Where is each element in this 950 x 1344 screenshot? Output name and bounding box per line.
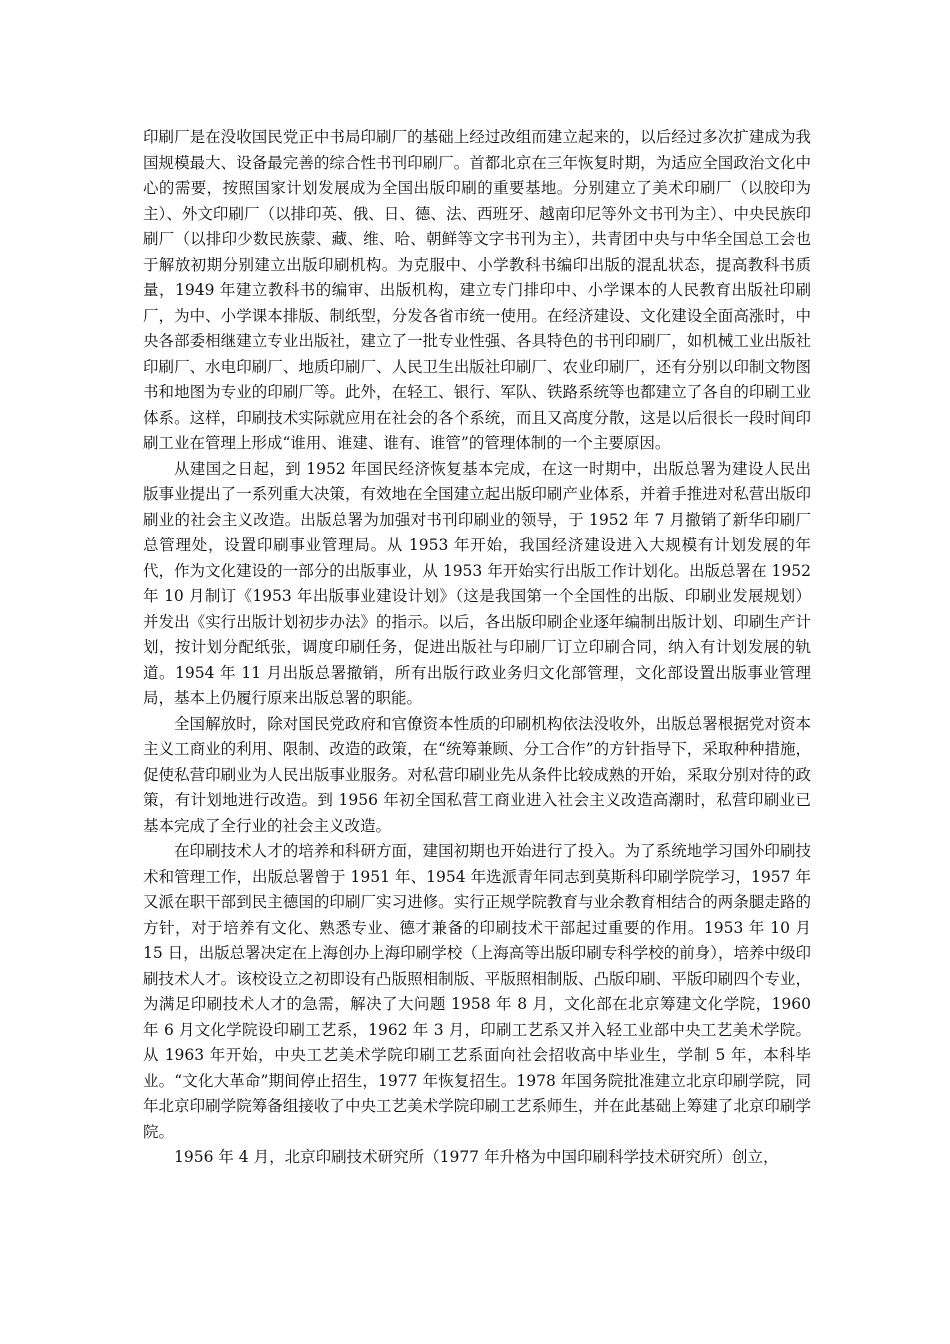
paragraph-printing-plants: 印刷厂是在没收国民党正中书局印刷厂的基础上经过改组而建立起来的，以后经过多次扩建成为我国规模最大、设备最完善的综合性书刊印刷厂。首都北京在三年恢复时期，为适应全国政治文化中心的需要，按照国家计划发展成为全国出版印刷的重要基地。分别建立了美术印刷厂（以胶印为主）、外文印刷厂（以排印英、俄、日、德、法、西班牙、越南印尼等外文书刊为主）、中央民族印刷厂（以排印少数民族蒙、藏、维、哈、朝鲜等文字书刊为主），共青团中央与中华全国总工会也于解放初期分别建立出版印刷机构。为克服中、小学教科书编印出版的混乱状态，提高教科书质量，1949 年建立教科书的编审、出版机构，建立专门排印中、小学课本的人民教育出版社印刷厂，为中、小学课本排版、制纸型，分发各省市统一使用。在经济建设、文化建设全面高涨时，中央各部委相继建立专业出版社，建立了一批专业性强、各具特色的书刊印刷厂，如机械工业出版社印刷厂、水电印刷厂、地质印刷厂、人民卫生出版社印刷厂、农业印刷厂，还有分别以印制文物图书和地图为专业的印刷厂等。此外，在轻工、银行、军队、铁路系统等也都建立了各自的印刷工业体系。这样，印刷技术实际就应用在社会的各个系统，而且又高度分散，这是以后很长一段时间印刷工业在管理上形成“谁用、谁建、谁有、谁管”的管理体制的一个主要原因。 xyxy=(143,128,811,452)
paragraph-publishing-administration: 从建国之日起，到 1952 年国民经济恢复基本完成，在这一时期中，出版总署为建设人民出版事业提出了一系列重大决策，有效地在全国建立起出版印刷产业体系，并着手推进对私营出版印刷业的社会主义改造。出版总署为加强对书刊印刷业的领导，于 1952 年 7 月撤销了新华印刷厂总管理处，设置印刷事业管理局。从 1953 年开始，我国经济建设进入大规模有计划发展的年代，作为文化建设的一部分的出版事业，从 1953 年开始实行出版工作计划化。出版总署在 1952 年 10 月制订《1953 年出版事业建设计划》（这是我国第一个全国性的出版、印刷业发展规划）并发出《实行出版计划初步办法》的指示。以后，各出版印刷企业逐年编制出版计划、印刷生产计划，按计划分配纸张，调度印刷任务，促进出版社与印刷厂订立印刷合同，纳入有计划发展的轨道。1954 年 11 月出版总署撤销，所有出版行政业务归文化部管理，文化部设置出版事业管理局，基本上仍履行原来出版总署的职能。 xyxy=(143,459,811,707)
paragraph-research-institute: 1956 年 4 月，北京印刷技术研究所（1977 年升格为中国印刷科学技术研究所）创立， xyxy=(174,1148,779,1166)
paragraph-private-industry-reform: 全国解放时，除对国民党政府和官僚资本性质的印刷机构依法没收外，出版总署根据党对资本主义工商业的利用、限制、改造的政策，在“统筹兼顾、分工合作”的方针指导下，采取种种措施，促使私营印刷业为人民出版事业服务。对私营印刷业先从条件比较成熟的开始，采取分别对待的政策，有计划地进行改造。到 1956 年初全国私营工商业进入社会主义改造高潮时，私营印刷业已基本完成了全行业的社会主义改造。 xyxy=(143,714,811,835)
paragraph-talent-training: 在印刷技术人才的培养和科研方面，建国初期也开始进行了投入。为了系统地学习国外印刷技术和管理工作，出版总署曾于 1951 年、1954 年选派青年同志到莫斯科印刷学院学习，1957 年又派在职干部到民主德国的印刷厂实习进修。实行正规学院教育与业余教育相结合的两条腿走路的方针，对于培养有文化、熟悉专业、德才兼备的印刷技术干部起过重要的作用。1953 年 10 月 15 日，出版总署决定在上海创办上海印刷学校（上海高等出版印刷专科学校的前身），培养中级印刷技术人才。该校设立之初即设有凸版照相制版、平版照相制版、凸版印刷、平版印刷四个专业，为满足印刷技术人才的急需，解决了大问题 1958 年 8 月，文化部在北京筹建文化学院，1960 年 6 月文化学院设印刷工艺系，1962 年 3 月，印刷工艺系又并入轻工业部中央工艺美术学院。从 1963 年开始，中央工艺美术学院印刷工艺系面向社会招收高中毕业生，学制 5 年，本科毕业。“文化大革命”期间停止招生，1977 年恢复招生。1978 年国务院批准建立北京印刷学院，同年北京印刷学院筹备组接收了中央工艺美术学院印刷工艺系师生，并在此基础上筹建了北京印刷学院。 xyxy=(143,842,811,1141)
document-page xyxy=(143,125,811,1171)
